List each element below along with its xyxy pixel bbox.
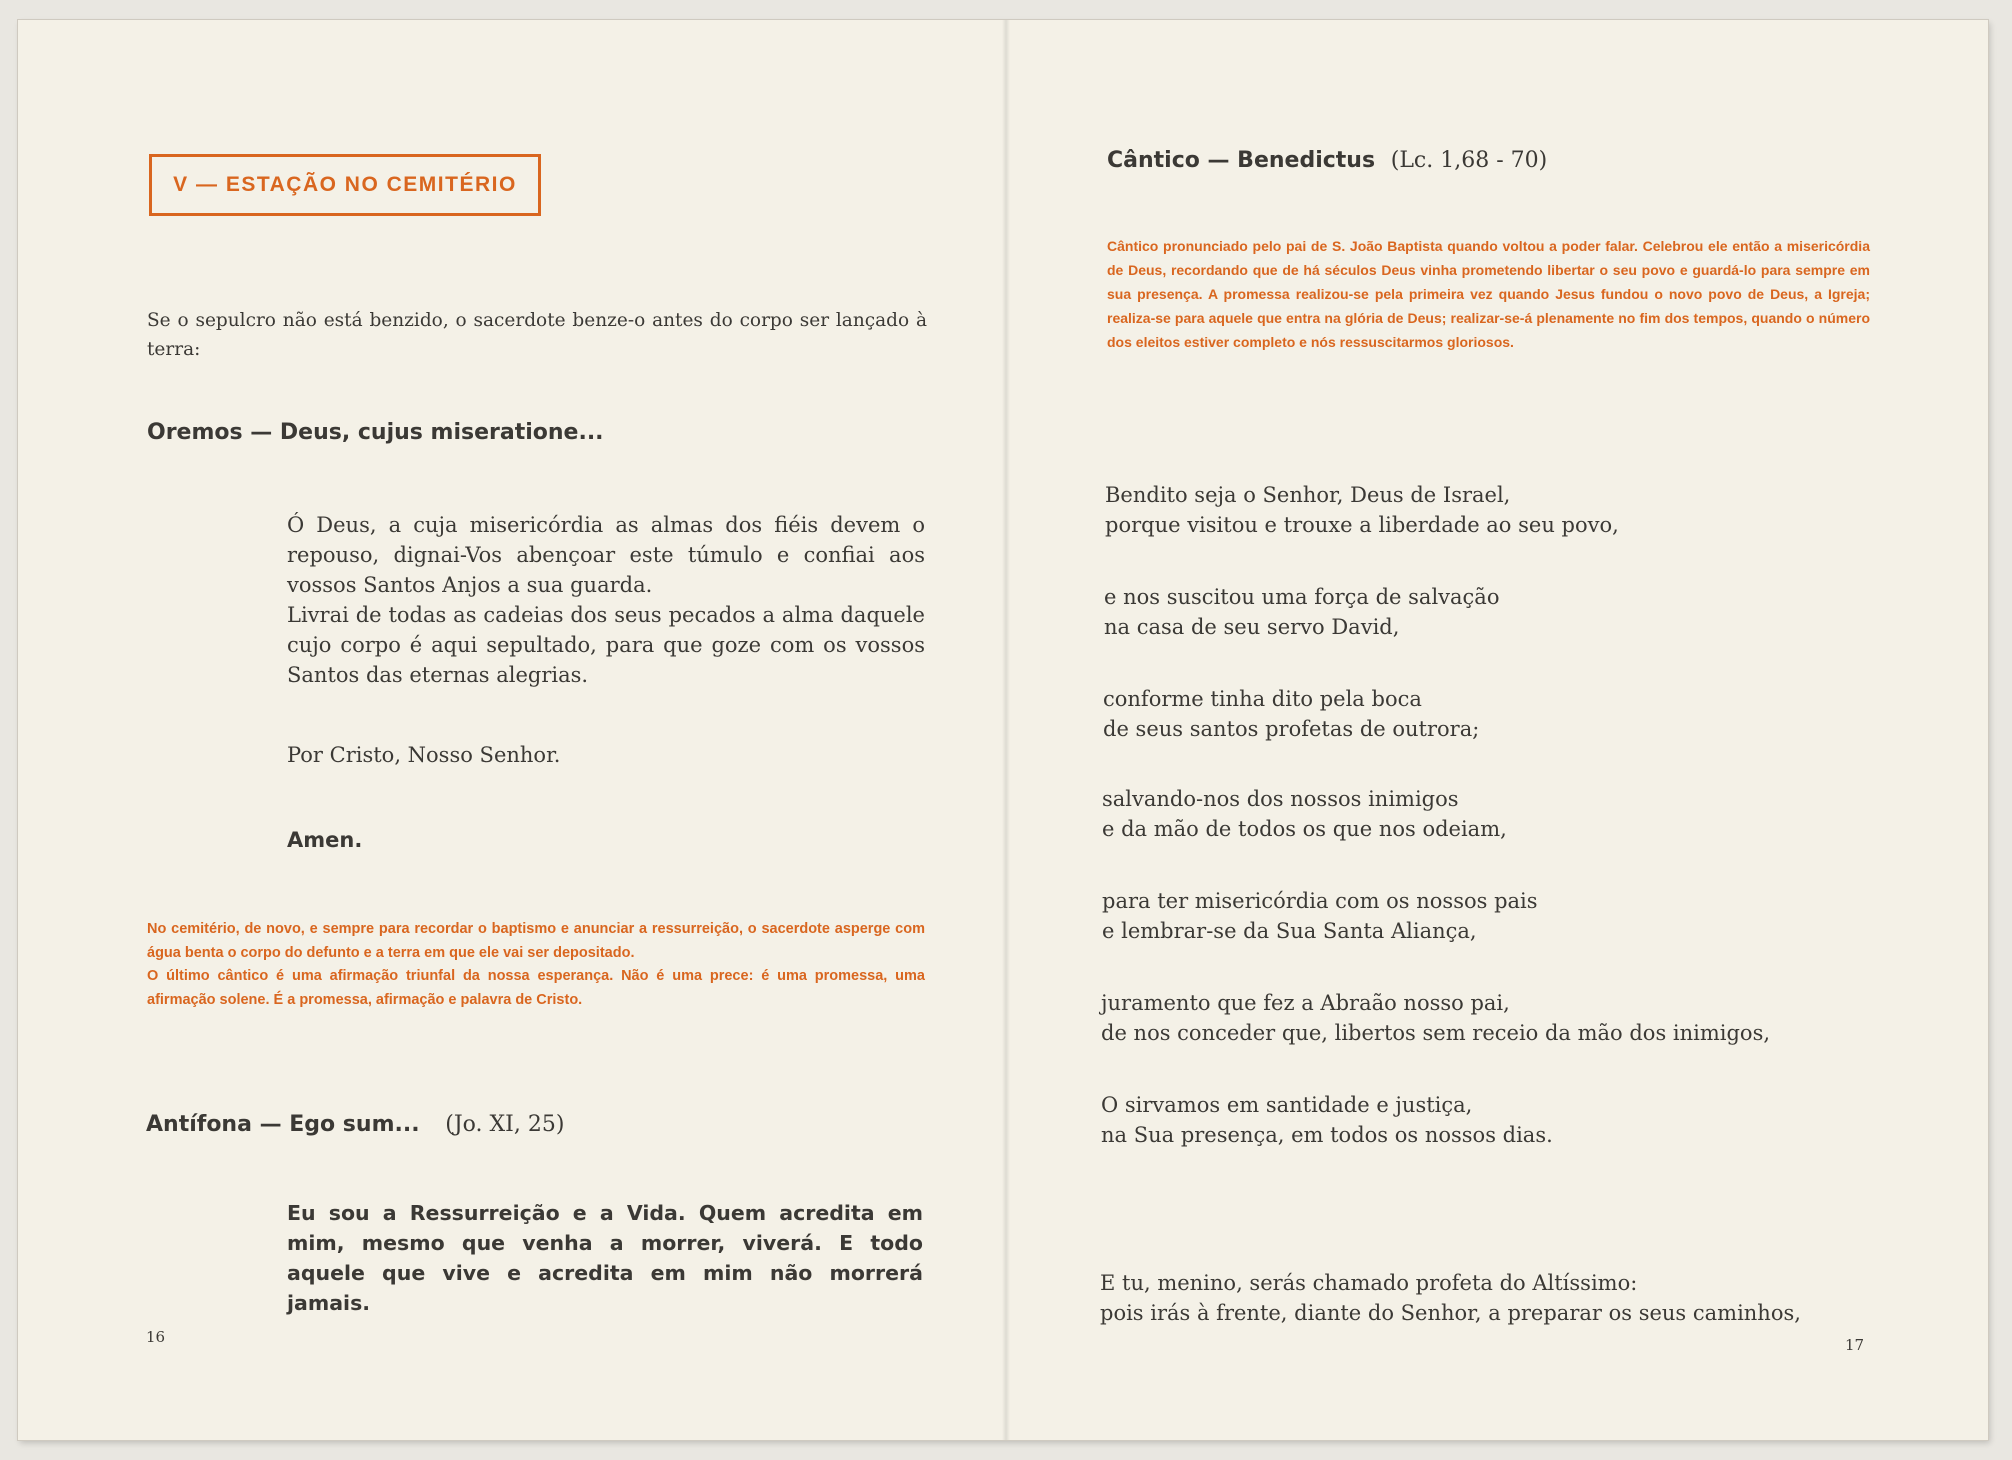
amen: Amen.: [287, 828, 363, 852]
stanza-3: [1103, 684, 1479, 744]
stanza-line: de seus santos profetas de outrora;: [1103, 717, 1480, 741]
antiphon-heading: Antífona — Ego sum...: [146, 1112, 420, 1137]
stanza-6: [1101, 988, 1770, 1048]
stanza-line: E tu, menino, serás chamado profeta do Altíssimo:: [1100, 1271, 1638, 1295]
stanza-line: salvando-nos dos nossos inimigos: [1102, 787, 1459, 811]
left-page: [18, 20, 1003, 1440]
stanza-2: [1104, 582, 1499, 642]
oremos-heading: Oremos — Deus, cujus miseratione...: [147, 420, 604, 445]
stanza-line: para ter misericórdia com os nossos pais: [1102, 889, 1538, 913]
antiphon-heading-line: [146, 1112, 564, 1137]
stanza-line: conforme tinha dito pela boca: [1103, 687, 1422, 711]
page-number-right: 17: [1845, 1336, 1865, 1354]
note-paragraph-2: O último cântico é uma afirmação triunfal da nossa esperança. Não é uma prece: é uma promessa, uma afirmação solene. É a promessa, afirmação e palavra de Cristo.: [147, 968, 925, 1008]
stanza-4: [1102, 784, 1507, 844]
right-page: [1007, 20, 1988, 1440]
stanza-line: porque visitou e trouxe a liberdade ao seu povo,: [1105, 513, 1619, 537]
stanza-line: pois irás à frente, diante do Senhor, a preparar os seus caminhos,: [1100, 1301, 1801, 1325]
station-title: V — ESTAÇÃO NO CEMITÉRIO: [173, 173, 517, 196]
stanza-line: O sirvamos em santidade e justiça,: [1101, 1093, 1473, 1117]
stanza-5: [1102, 886, 1538, 946]
stanza-1: [1105, 480, 1619, 540]
stanza-line: juramento que fez a Abraão nosso pai,: [1101, 991, 1510, 1015]
prayer-paragraph-1: Ó Deus, a cuja misericórdia as almas dos fiéis devem o repouso, dignai-Vos abençoar este túmulo e confiai aos vossos Santos Anjos a sua guarda.: [287, 513, 925, 597]
stanza-line: e lembrar-se da Sua Santa Aliança,: [1102, 919, 1477, 943]
stanza-line: e nos suscitou uma força de salvação: [1104, 585, 1500, 609]
station-title-box: [149, 154, 541, 216]
canticle-note: Cântico pronunciado pelo pai de S. João Baptista quando voltou a poder falar. Celebrou ele então a misericórdia de Deus, recordando que de há séculos Deus vinha prometendo libertar o seu povo e guardá-lo para sempre em sua presença. A promessa realizou-se pela primeira vez quando Jesus fundou o novo povo de Deus, a Igreja; realiza-se para aquele que entra na glória de Deus; realizar-se-á plenamente no fim dos tempos, quando o número dos eleitos estiver completo e nós ressuscitarmos gloriosos.: [1107, 238, 1870, 350]
intro-rubric: Se o sepulcro não está benzido, o sacerdote benze-o antes do corpo ser lançado à terra:: [147, 310, 927, 360]
note-paragraph-1: No cemitério, de novo, e sempre para recordar o baptismo e anunciar a ressurreição, o sacerdote asperge com água benta o corpo do defunto e a terra em que ele vai ser depositado.: [147, 921, 925, 961]
antiphon-text: Eu sou a Ressurreição e a Vida. Quem acredita em mim, mesmo que venha a morrer, viverá. E todo aquele que vive e acredita em mim não morrerá jamais.: [287, 1201, 923, 1315]
stanza-7: [1101, 1090, 1553, 1150]
stanza-line: de nos conceder que, libertos sem receio da mão dos inimigos,: [1101, 1021, 1771, 1045]
prayer-closing: Por Cristo, Nosso Senhor.: [287, 743, 561, 767]
stanza-8: [1100, 1268, 1801, 1328]
stanza-line: Bendito seja o Senhor, Deus de Israel,: [1105, 483, 1511, 507]
stanza-line: na casa de seu servo David,: [1104, 615, 1400, 639]
antiphon-reference: (Jo. XI, 25): [445, 1112, 565, 1137]
stanza-line: e da mão de todos os que nos odeiam,: [1102, 817, 1507, 841]
cemetery-note: [147, 918, 925, 1012]
canticle-heading-line: [1107, 148, 1547, 173]
stanza-line: na Sua presença, em todos os nossos dias.: [1101, 1123, 1553, 1147]
canticle-heading: Cântico — Benedictus: [1107, 148, 1376, 173]
canticle-reference: (Lc. 1,68 - 70): [1390, 148, 1548, 173]
prayer-paragraph-2: Livrai de todas as cadeias dos seus pecados a alma daquele cujo corpo é aqui sepultado, para que goze com os vossos Santos das eternas alegrias.: [287, 603, 925, 687]
prayer-block: [287, 510, 925, 690]
page-number-left: 16: [146, 1328, 166, 1346]
